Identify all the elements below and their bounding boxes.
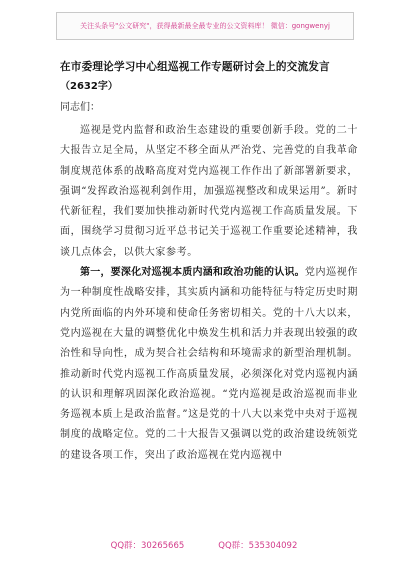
- footer-contacts: [0, 536, 408, 556]
- paragraph-intro: 巡视是党内监督和政治生态建设的重要创新手段。党的二十大报告立足全局，从坚定不移全面从严治党、完善党的自我革命制度规范体系的战略高度对党内巡视工作作出了新部署新要求，强调“发挥政治巡视利剑作用，加强巡视整改和成果运用”。新时代新征程，我们要加快推动新时代党内巡视工作高质量发展。下面，围绕学习贯彻习近平总书记关于巡视工作重要论述精神，我谈几点体会，以供大家参考。: [60, 125, 358, 258]
- footer-qq-group-2: QQ群：535304092: [218, 541, 298, 551]
- word-count: （2632字）: [60, 81, 118, 92]
- promo-banner: [56, 12, 354, 40]
- paragraph-section-1: [60, 263, 358, 466]
- section-1-text: 党内巡视作为一种制度性战略安排，其实质内涵和功能特征与特定历史时期内党所面临的内外环境和使命任务密切相关。党的十八大以来，党内巡视在大量的调整优化中焕发生机和活力并表现出较强的政治性和导向性，成为契合社会结构和环境需求的新型治理机制。推动新时代党内巡视工作高质量发展，必须深化对党内巡视内涵的认识和理解巩固深化政治巡视。“党内巡视是政治巡视而非业务巡视本质上是政治监督。”这是党的十八大以来党中央对于巡视制度的战略定位。党的二十大报告又强调以党的政治建设统领党的建设各项工作，突出了政治巡视在党内巡视中: [60, 267, 358, 461]
- greeting: 同志们：: [60, 102, 100, 113]
- section-1-heading: 第一，要深化对巡视本质内涵和政治功能的认识。: [80, 267, 305, 279]
- document-body: [60, 121, 358, 466]
- footer-qq-group-1: QQ群：30265665: [110, 541, 185, 551]
- promo-banner-text: 关注头条号"公文研究"，获得最新最全最专业的公文资料库！ 微信：gongwenyj: [80, 22, 330, 30]
- document-title: 在市委理论学习中心组巡视工作专题研讨会上的交流发言: [60, 61, 330, 73]
